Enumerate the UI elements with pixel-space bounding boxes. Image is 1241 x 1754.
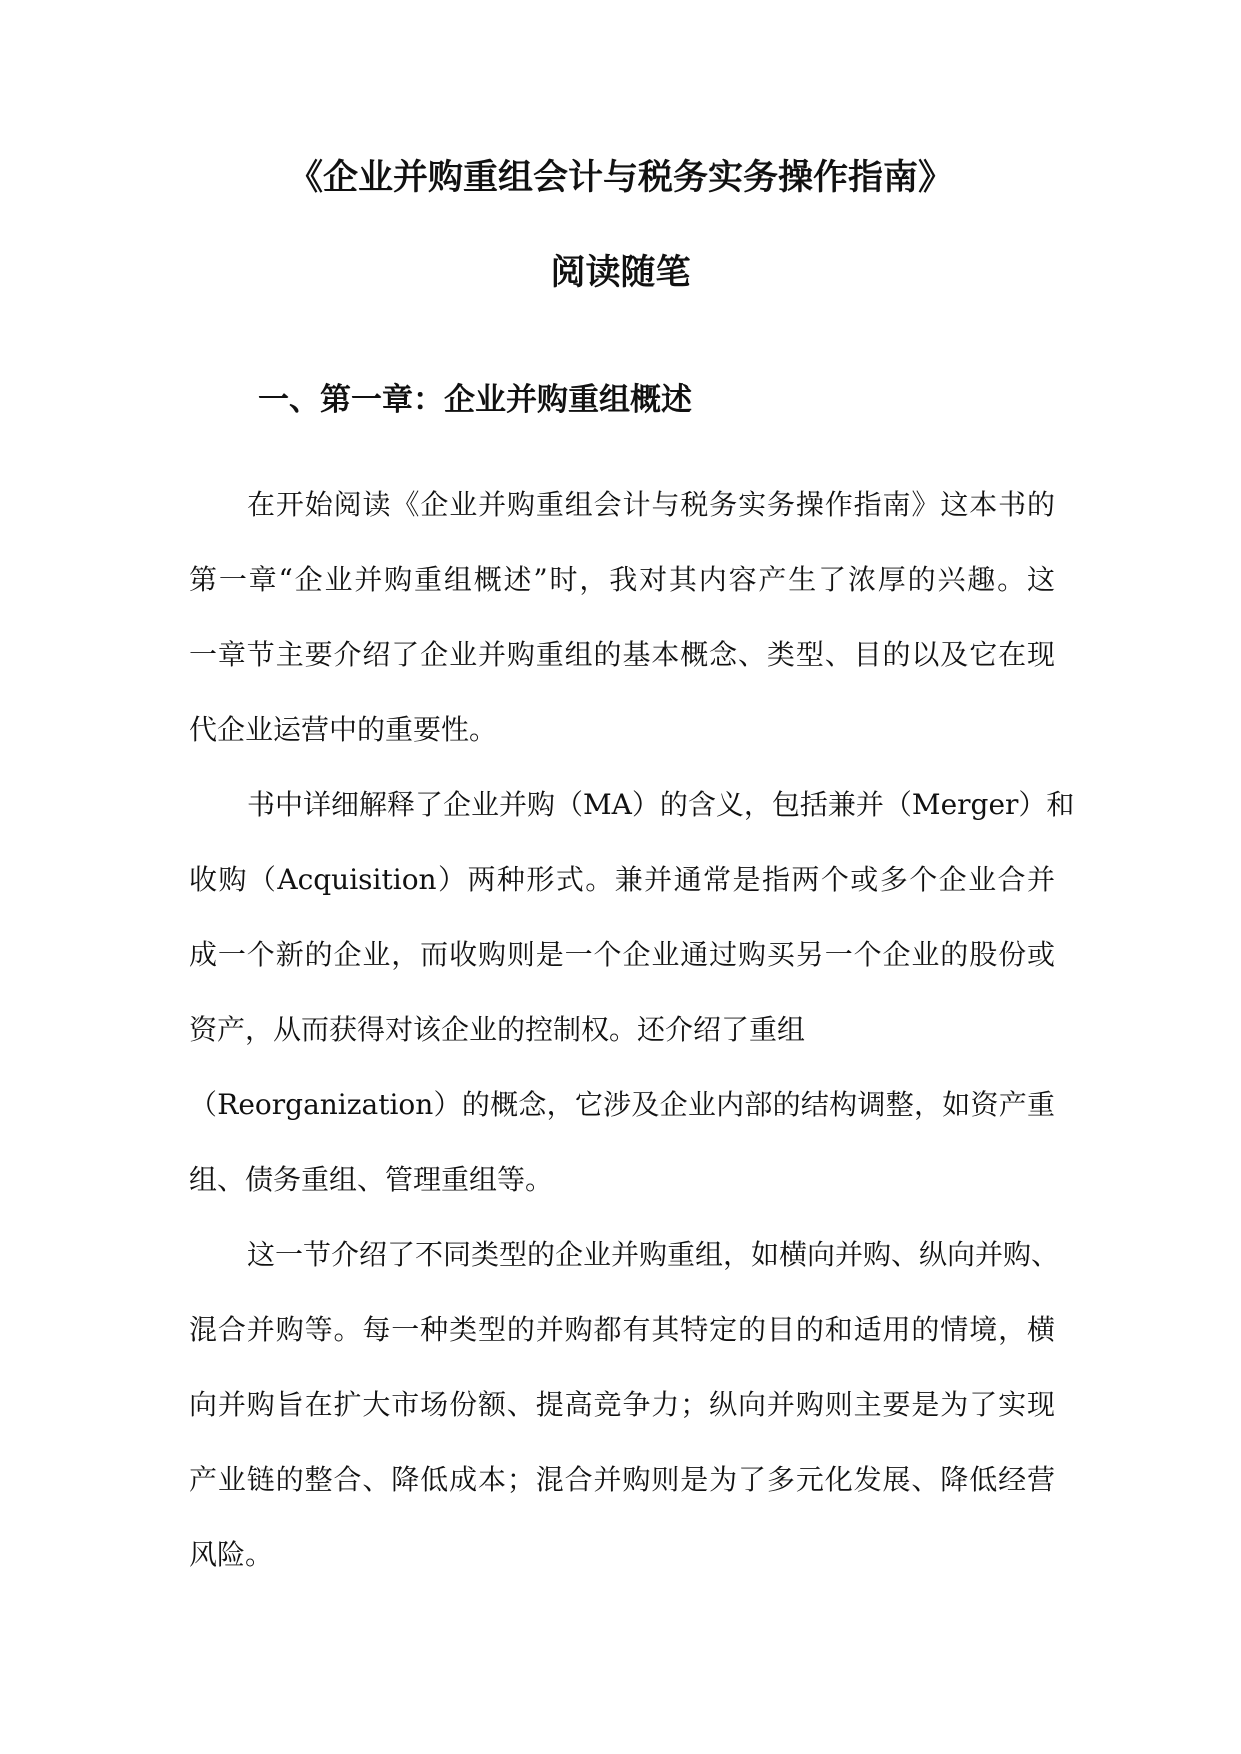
paragraph-line: 这一节介绍了不同类型的企业并购重组，如横向并购、纵向并购、 xyxy=(247,1238,1060,1271)
paragraph-line: 书中详细解释了企业并购（MA）的含义，包括兼并（Merger）和 xyxy=(247,788,1075,821)
paragraph-line: 代企业运营中的重要性。 xyxy=(189,713,498,746)
paragraph-line: 成一个新的企业，而收购则是一个企业通过购买另一个企业的股份或 xyxy=(189,938,1055,971)
paragraph-line: 向并购旨在扩大市场份额、提高竞争力；纵向并购则主要是为了实现 xyxy=(189,1388,1055,1421)
paragraph-line: 资产，从而获得对该企业的控制权。还介绍了重组 xyxy=(189,1013,806,1046)
paragraph-line: 收购（Acquisition）两种形式。兼并通常是指两个或多个企业合并 xyxy=(189,863,1055,896)
paragraph-line: 混合并购等。每一种类型的并购都有其特定的目的和适用的情境，横 xyxy=(189,1313,1055,1346)
paragraph-line: 在开始阅读《企业并购重组会计与税务实务操作指南》这本书的 xyxy=(247,488,1055,521)
paragraph-line: 一章节主要介绍了企业并购重组的基本概念、类型、目的以及它在现 xyxy=(189,638,1055,671)
paragraph-line: （Reorganization）的概念，它涉及企业内部的结构调整，如资产重 xyxy=(189,1088,1055,1121)
paragraph-3 xyxy=(189,1217,1060,1592)
section-heading: 一、第一章：企业并购重组概述 xyxy=(258,382,692,418)
paragraph-1 xyxy=(189,467,1055,767)
body-text xyxy=(189,467,1075,1592)
paragraph-line: 组、债务重组、管理重组等。 xyxy=(189,1163,554,1196)
paragraph-2 xyxy=(189,767,1075,1217)
paragraph-line: 产业链的整合、降低成本；混合并购则是为了多元化发展、降低经营 xyxy=(189,1463,1055,1496)
paragraph-line: 第一章“企业并购重组概述”时，我对其内容产生了浓厚的兴趣。这 xyxy=(189,563,1055,596)
document-subtitle: 阅读随笔 xyxy=(550,253,691,293)
document-title: 《企业并购重组会计与税务实务操作指南》 xyxy=(287,158,953,198)
paragraph-line: 风险。 xyxy=(189,1538,274,1571)
